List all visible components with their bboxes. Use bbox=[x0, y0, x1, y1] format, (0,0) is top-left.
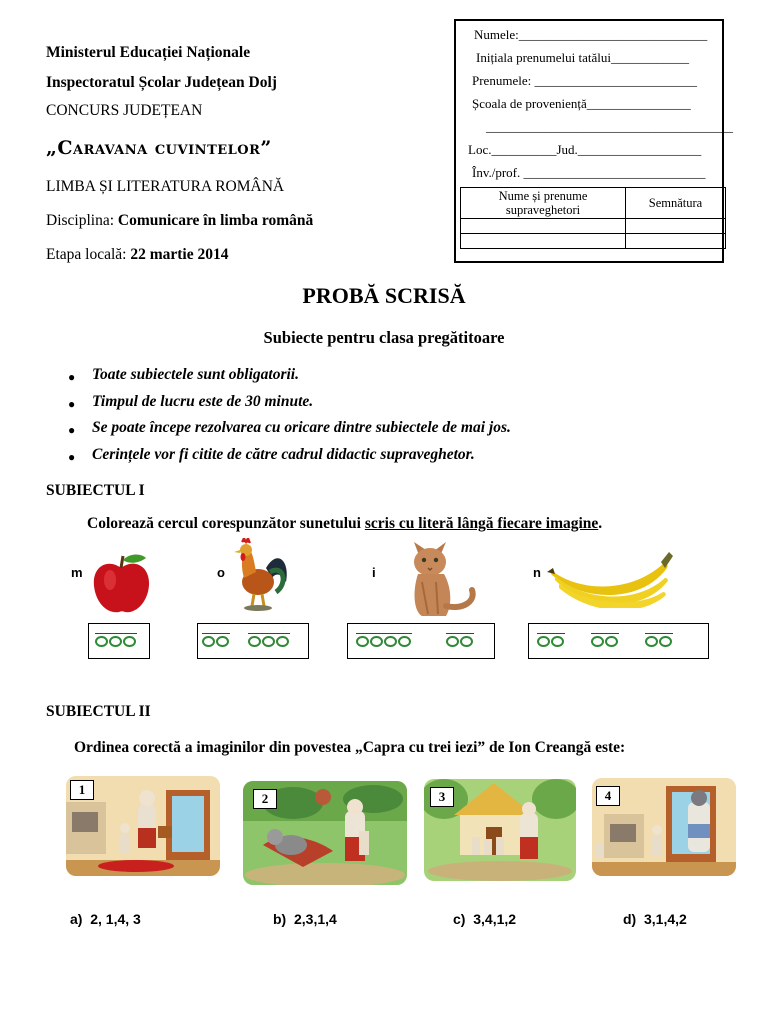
signature-cell[interactable] bbox=[626, 219, 726, 234]
circle-group[interactable] bbox=[248, 633, 290, 648]
instruction-underlined: scris cu literă lângă fiecare imagine bbox=[364, 515, 599, 532]
field-initiala[interactable]: Inițiala prenumelui tatălui____________ bbox=[476, 50, 690, 65]
signature-header: Semnătura bbox=[626, 188, 726, 219]
stage-line bbox=[46, 246, 228, 264]
supervisor-name-header: Nume și prenume supraveghetori bbox=[461, 188, 626, 219]
field-invatator[interactable]: Înv./prof. ____________________________ bbox=[472, 165, 706, 180]
rule-item: ● Timpul de lucru este de 30 minute. bbox=[68, 393, 511, 420]
cat-image bbox=[406, 536, 480, 620]
inspectorate-line: Inspectoratul Școlar Județean Dolj bbox=[46, 74, 277, 91]
subject-area: LIMBA ȘI LITERATURA ROMÂNĂ bbox=[46, 178, 285, 195]
story-picture-3 bbox=[424, 779, 576, 881]
field-scoala-line[interactable]: ______________________________________ bbox=[486, 119, 733, 134]
option-c[interactable] bbox=[453, 911, 516, 927]
signature-cell[interactable] bbox=[626, 234, 726, 249]
ministry-line: Ministerul Educației Naționale bbox=[46, 44, 251, 61]
supervisor-name-cell[interactable] bbox=[461, 219, 626, 234]
answer-box-o[interactable] bbox=[197, 623, 309, 659]
letter-o: o bbox=[217, 565, 225, 580]
rules-list bbox=[68, 366, 511, 472]
option-c-label: c) bbox=[453, 911, 466, 927]
circle-group[interactable] bbox=[591, 633, 619, 648]
stage-label: Etapa locală: bbox=[46, 246, 131, 263]
page-title: PROBĂ SCRISĂ bbox=[302, 283, 466, 308]
circle-group[interactable] bbox=[202, 633, 230, 648]
field-numele[interactable]: Numele:_____________________________ bbox=[474, 27, 708, 42]
circle-group[interactable] bbox=[446, 633, 474, 648]
letter-m: m bbox=[71, 565, 83, 580]
answer-box-i[interactable] bbox=[347, 623, 495, 659]
rooster-image bbox=[226, 538, 292, 612]
circle-group[interactable] bbox=[95, 633, 137, 648]
option-b[interactable] bbox=[273, 911, 337, 927]
circle-group[interactable] bbox=[645, 633, 673, 648]
subject-1-heading: SUBIECTUL I bbox=[46, 482, 145, 499]
option-a-value: 2, 1,4, 3 bbox=[90, 911, 141, 927]
page-subtitle: Subiecte pentru clasa pregătitoare bbox=[263, 328, 505, 347]
subject-2-heading: SUBIECTUL II bbox=[46, 703, 151, 720]
field-localitate[interactable]: Loc.__________Jud.___________________ bbox=[468, 142, 702, 157]
picture-number-4: 4 bbox=[596, 786, 620, 806]
option-d-label: d) bbox=[623, 911, 637, 927]
discipline-value: Comunicare în limba română bbox=[117, 212, 314, 229]
option-d[interactable] bbox=[623, 911, 687, 927]
picture-number-3: 3 bbox=[430, 787, 454, 807]
contest-type: CONCURS JUDEȚEAN bbox=[46, 102, 203, 119]
option-b-label: b) bbox=[273, 911, 287, 927]
option-d-value: 3,1,4,2 bbox=[644, 911, 687, 927]
discipline-line bbox=[46, 212, 313, 230]
story-picture-4 bbox=[592, 778, 736, 876]
option-b-value: 2,3,1,4 bbox=[294, 911, 337, 927]
stage-date: 22 martie 2014 bbox=[130, 246, 229, 263]
subject-2-instruction: Ordinea corectă a imaginilor din povestea „Capra cu trei iezi” de Ion Creangă este: bbox=[74, 739, 626, 756]
contest-name: „Caravana cuvintelor” bbox=[46, 137, 272, 159]
instruction-text: Colorează cercul corespunzător sunetului bbox=[87, 515, 365, 532]
story-picture-2 bbox=[243, 781, 407, 885]
circle-group[interactable] bbox=[537, 633, 565, 648]
option-a[interactable] bbox=[70, 911, 141, 927]
field-prenumele[interactable]: Prenumele: _________________________ bbox=[472, 73, 697, 88]
answer-box-m[interactable] bbox=[88, 623, 150, 659]
student-id-box bbox=[454, 19, 733, 263]
discipline-label: Disciplina: bbox=[46, 212, 118, 229]
picture-number-2: 2 bbox=[253, 789, 277, 809]
letter-i: i bbox=[372, 565, 376, 580]
picture-number-1: 1 bbox=[70, 780, 94, 800]
apple-image bbox=[86, 552, 156, 616]
instruction-end: . bbox=[598, 515, 603, 532]
letter-n: n bbox=[533, 565, 541, 580]
bananas-image bbox=[545, 544, 675, 608]
rule-item: ● Se poate începe rezolvarea cu oricare dintre subiectele de mai jos. bbox=[68, 419, 511, 446]
supervisor-table bbox=[460, 187, 726, 249]
rule-item: ● Cerințele vor fi citite de către cadrul didactic supraveghetor. bbox=[68, 446, 511, 473]
story-picture-1 bbox=[66, 776, 220, 876]
option-a-label: a) bbox=[70, 911, 83, 927]
answer-box-n[interactable] bbox=[528, 623, 709, 659]
field-scoala[interactable]: Școala de proveniență________________ bbox=[472, 96, 691, 111]
rule-item: ● Toate subiectele sunt obligatorii. bbox=[68, 366, 511, 393]
supervisor-name-cell[interactable] bbox=[461, 234, 626, 249]
option-c-value: 3,4,1,2 bbox=[473, 911, 517, 927]
subject-1-instruction bbox=[87, 515, 602, 533]
circle-group[interactable] bbox=[356, 633, 412, 648]
